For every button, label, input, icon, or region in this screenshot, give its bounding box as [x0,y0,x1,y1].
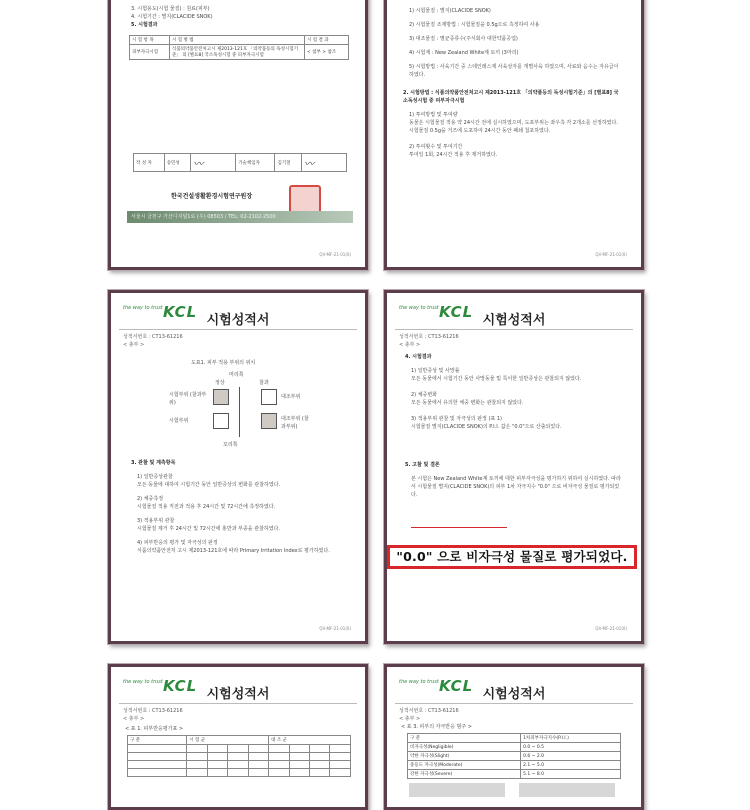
report-page-2 [384,0,644,270]
section-heading: 2. 시험방법 : 식품의약품안전처고시 제2013-121호 「의약품등의 독성시험기준」의 [별표8] 국소독성시험 중 피부자극시험 [403,90,619,104]
table-cell: 중등도 자극성(Moderate) [408,761,521,770]
address-bar [127,211,353,223]
footer-code: QV-MF-21-01(0) [595,626,627,631]
text-line: 시험물질 적용 직전과 적용 후 24시간 및 72시간에 측정하였다. [137,504,276,510]
text-line: 모든 동물에서 시험기간 동안 사망동물 및 특이한 일반증상은 관찰되지 않았다. [411,376,582,382]
test-item-table [129,35,349,60]
brand-tagline: the way to trust [399,305,439,311]
page-title: 시험성적서 [482,313,546,328]
report-page-1 [108,0,368,270]
text-line: 1) 시험물질 : 별지(CLACIDE SNOK) [409,8,491,14]
kcl-logo: KCL [163,677,198,695]
text-line: 3) 적용부위 관찰 및 자극성의 판정 (표 1) [411,416,502,422]
report-page-3 [108,290,368,644]
table-head-cell: 구 분 [128,736,187,745]
report-page-4 [384,290,644,644]
figure-title: 도표1. 피부 적용 부위의 위치 [191,360,256,366]
page-title: 시험성적서 [206,687,270,702]
kcl-logo: KCL [163,303,198,321]
table-head-cell: 구 분 [408,734,521,743]
sign-label: 기술책임자 [236,154,275,172]
text-line: 투여일 1회, 24시간 적용 후 제거하였다. [409,152,498,158]
report-number: 성적서번호 : CT13-61216 [123,334,183,340]
table-head-cell: 시 험 항 목 [130,36,170,45]
table-cell: < 첨부 > 참조 [304,45,348,60]
result-callout [387,545,637,569]
figure-label: 머리쪽 [229,372,244,378]
report-number: 성적서번호 : CT13-61216 [399,334,459,340]
table-caption: < 표 3. 피부의 자극반응 범주 > [401,724,472,730]
page-header [395,673,633,704]
p4-body [411,367,621,431]
irritation-category-table [407,733,621,779]
signature-mark: 〰 [304,159,314,170]
page-header [395,299,633,330]
page-title: 시험성적서 [206,313,270,328]
figure-label: 시험부위 [169,418,189,424]
table-cell: 강한 자극성(Severe) [408,770,521,779]
page-header [119,299,357,330]
footer-code: QV-MF-21-01(0) [595,252,627,257]
report-page-6 [384,664,644,810]
table-head-cell: 대 조 군 [269,736,351,745]
report-number: 성적서번호 : CT13-61216 [123,708,183,714]
text-line: 1) 일반증상 및 사망률 [411,368,460,374]
highlight-underline [411,527,507,528]
figure-label: 대조부위 [281,394,301,400]
table-head-cell: 1차피부자극지수(P.I.I.) [521,734,621,743]
p2-lines [409,7,619,79]
figure-label: 시험부위 (찰과부위) [169,392,207,406]
sign-name: 송민성 [164,154,191,172]
table-caption: < 표 1. 피부반응평가표 > [125,726,184,732]
table-cell: 2.1 ~ 5.0 [521,761,621,770]
section-heading: 3. 관찰 및 계측항목 [131,460,176,466]
address-text: 서울시 금천구 가산디지털1로 (우) 08503 / TEL: 02-2102-2500 [131,214,276,220]
table-cell: 식품의약품안전처고시 제2013-121호 「의약품등의 독성시험기준」 의 [별표8] 국소독성시험 중 피부자극시험 [169,45,304,60]
text-line: 5. 시험결과 [131,22,158,28]
signature-table [133,153,347,172]
abraded-site-box [213,389,229,405]
p3-body [137,473,343,555]
figure-label: 찰과 [259,380,269,386]
text-line: 3) 대조물질 : 멸균증류수(주식회사 대한약품공업) [409,36,518,42]
table-cell: 0.6 ~ 2.0 [521,752,621,761]
intact-site-box [261,389,277,405]
spine-line [239,387,240,437]
table-head-cell: 시 험 방 법 [169,36,304,45]
text-line: 4) 피부반응의 평가 및 자극성의 판정 [137,540,218,546]
page-label: < 총부 > [399,716,421,722]
report-number: 성적서번호 : CT13-61216 [399,708,459,714]
conclusion-text: 본 시험은 New Zealand White계 토끼에 대한 피부자극성을 평가하기 위하여 실시하였다. 따라서 시험물질 별지(CLACIDE SNOK)의 피부 1차 자극지수 "0.0" 으로 비자극성 물질로 평가되었다. [411,476,621,498]
text-line: 모든 동물에 대하여 시험기간 동안 일반증상의 변화를 관찰하였다. [137,482,281,488]
text-line: 3. 시험용도(시험 물질) : 원료(피부) [131,6,210,12]
table-cell: 0.0 ~ 0.5 [521,743,621,752]
figure-label: 꼬리쪽 [223,442,238,448]
kcl-logo: KCL [439,677,474,695]
text-line: 2) 투여횟수 및 투여기간 [409,144,463,150]
kcl-logo: KCL [439,303,474,321]
section-heading: 4. 시험결과 [405,354,432,360]
sign-name: 김기철 [275,154,302,172]
text-line: 식품의약품안전처 고시 제2013-121호에 따라 Primary Irritation Index로 평가하였다. [137,548,330,554]
text-line: 모든 동물에서 유의한 체중 변화는 관찰되지 않았다. [411,400,524,406]
figure-label: 대조부위 (찰과부위) [281,416,309,430]
photo-thumbnail [409,783,505,797]
p2-body [409,111,621,159]
table-cell: 비자극성(Negligible) [408,743,521,752]
text-line: 2) 체중변화 [411,392,438,398]
application-site-figure [169,371,309,441]
brand-tagline: the way to trust [399,679,439,685]
p1-lines [131,5,213,29]
text-line: 동물은 시험물질 적용 약 24시간 전에 실시하였으며, 도포부위는 좌우측 각 2개소를 선정하였다. 시험물질 0.5g을 거즈에 도포하여 24시간 동안 폐쇄 첩포하였다. [409,120,618,134]
text-line: 5) 시험방법 : 사육기간 중 스테인레스제 사육상자를 개별사육 하였으며, 사료와 음수는 자유급이 하였다. [409,64,619,78]
footer-code: QV-MF-21-01(0) [319,626,351,631]
text-line: 시험물질 제거 후 24시간 및 72시간에 홍반과 부종을 관찰하였다. [137,526,280,532]
page-header [119,673,357,704]
text-line: 2) 시험물질 조제방법 : 시험물질을 0.5g으로 측정하여 사용 [409,22,540,28]
intact-site-box [213,413,229,429]
text-line: 4. 시험기간 : 별지(CLACIDE SNOK) [131,14,213,20]
text-line: 1) 일반증상관찰 [137,474,173,480]
table-head-cell: 시 험 군 [187,736,269,745]
page-title: 시험성적서 [482,687,546,702]
page-label: < 총부 > [123,342,145,348]
text-line: 시험물질 별지(CLACIDE SNOK)의 P.I.I. 값은 "0.0"으로 산출되었다. [411,424,562,430]
footer-code: QV-MF-21-01(0) [319,252,351,257]
abraded-site-box [261,413,277,429]
report-page-5 [108,664,368,810]
text-line: 2) 체중측정 [137,496,164,502]
photo-thumbnail [519,783,615,797]
page-label: < 총부 > [123,716,145,722]
page-label: < 총부 > [399,342,421,348]
text-line: 1) 투여방법 및 투여량 [409,112,458,118]
section-heading: 5. 고찰 및 결론 [405,462,440,468]
brand-tagline: the way to trust [123,679,163,685]
signature-mark: 〰 [193,159,204,170]
table-cell: 5.1 ~ 8.0 [521,770,621,779]
brand-tagline: the way to trust [123,305,163,311]
table-cell: 피부자극시험 [130,45,170,60]
table-cell: 약한 자극성(Slight) [408,752,521,761]
text-line: 4) 시험계 : New Zealand White계 토끼 (3마리) [409,50,519,56]
sign-label: 작 성 자 [134,154,165,172]
table-head-cell: 시 험 결 과 [304,36,348,45]
org-name: 한국건설생활환경시험연구원장 [171,193,253,200]
figure-label: 정상 [215,380,225,386]
callout-text: "0.0" 으로 비자극성 물질로 평가되었다. [396,549,628,564]
text-line: 3) 적용부위 관찰 [137,518,175,524]
skin-reaction-table [127,735,351,777]
